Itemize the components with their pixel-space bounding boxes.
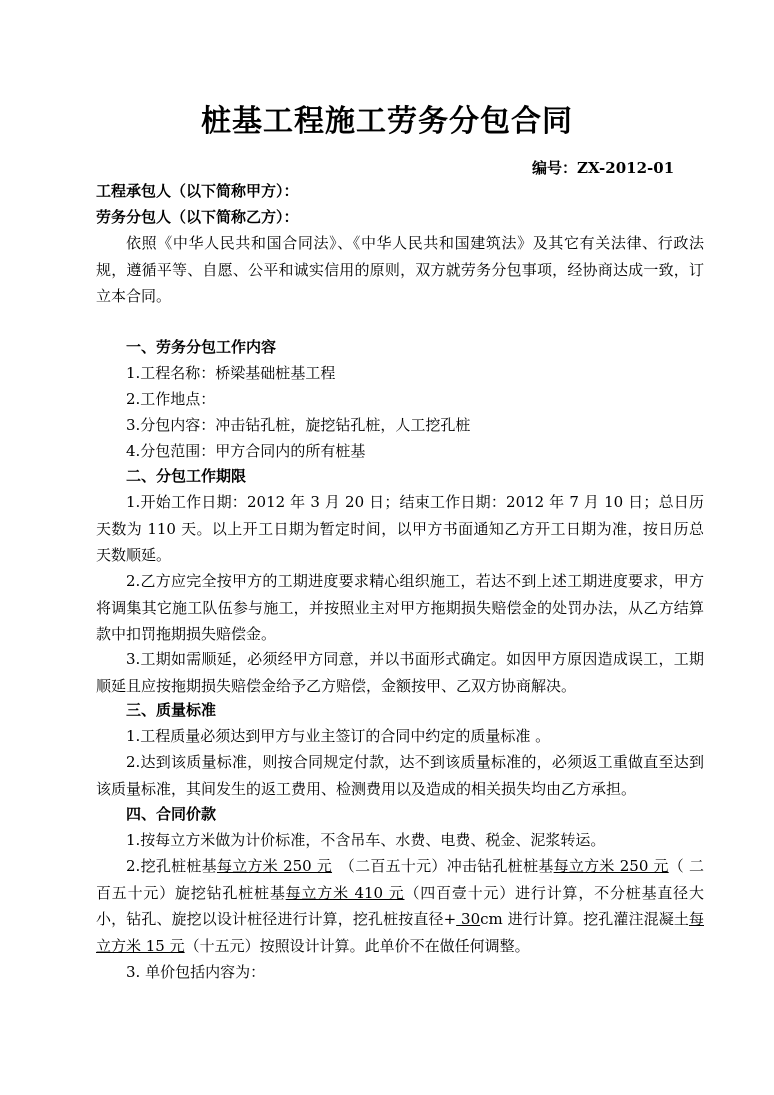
underlined-price: 每立方米 410 元 xyxy=(285,883,405,902)
party-b-label: 劳务分包人（以下简称乙方）： xyxy=(96,208,299,226)
section-4-paragraph-2 xyxy=(96,853,704,959)
section-1-heading: 一、劳务分包工作内容 xyxy=(126,338,277,356)
section-1-item: 1.工程名称：桥梁基础桩基工程 xyxy=(126,364,336,382)
text-run: （十五元）按照设计计算。此单价不在做任何调整。 xyxy=(184,936,530,955)
text-run: （二百五十元）冲击钻孔桩桩基 xyxy=(332,857,554,875)
section-2-paragraph-1: 1.开始工作日期：2012 年 3 月 20 日；结束工作日期：2012 年 7 月 10 日；总日历天数为 110 天。以上开工日期为暂定时间，以甲方书面通知乙方开工日期为准，按日历总天数顺延。 xyxy=(96,493,704,564)
section-1-item: 4.分包范围：甲方合同内的所有桩基 xyxy=(126,442,366,460)
underlined-value: 30 xyxy=(456,910,481,928)
page-title: 桩基工程施工劳务分包合同 xyxy=(201,104,573,139)
section-4-heading: 四、合同价款 xyxy=(126,805,217,823)
section-1-item: 2.工作地点： xyxy=(126,390,216,408)
party-a-label: 工程承包人（以下简称甲方）： xyxy=(96,182,299,200)
section-3-paragraph-1: 1.工程质量必须达到甲方与业主签订的合同中约定的质量标准 。 xyxy=(126,727,551,745)
section-2-heading: 二、分包工作期限 xyxy=(126,467,247,485)
text-run: （四百壹十元）进行计算，不分桩基直径大小，钻孔、旋挖以设计桩径进行计算，挖孔桩按直径+ xyxy=(96,883,704,928)
underlined-price: 每立方米 250 元 xyxy=(216,857,333,875)
underlined-price: 每立方米 250 元 xyxy=(553,857,669,875)
section-3-heading: 三、质量标准 xyxy=(126,701,217,719)
section-3-paragraph-2: 2.达到该质量标准，则按合同规定付款，达不到该质量标准的，必须返工重做直至达到该质量标准，其间发生的返工费用、检测费用以及造成的相关损失均由乙方承担。 xyxy=(96,753,704,798)
section-2-paragraph-3: 3.工期如需顺延，必须经甲方同意，并以书面形式确定。如因甲方原因造成误工，工期顺延且应按拖期损失赔偿金给予乙方赔偿，金额按甲、乙双方协商解决。 xyxy=(96,650,704,695)
section-2-paragraph-2: 2.乙方应完全按甲方的工期进度要求精心组织施工，若达不到上述工期进度要求，甲方将调集其它施工队伍参与施工，并按照业主对甲方拖期损失赔偿金的处罚办法，从乙方结算款中扣罚拖期损失赔偿金。 xyxy=(96,572,704,643)
section-4-paragraph-3: 3. 单价包括内容为： xyxy=(126,963,266,981)
section-1-item: 3.分包内容：冲击钻孔桩，旋挖钻孔桩，人工挖孔桩 xyxy=(126,416,471,434)
preamble-paragraph: 依照《中华人民共和国合同法》、《中华人民共和国建筑法》及其它有关法律、行政法规，遵循平等、自愿、公平和诚实信用的原则，双方就劳务分包事项，经协商达成一致，订立本合同。 xyxy=(96,234,704,305)
text-run: cm 进行计算。挖孔灌注混凝土 xyxy=(480,910,689,928)
section-4-paragraph-1: 1.按每立方米做为计价标准，不含吊车、水费、电费、税金、泥浆转运。 xyxy=(126,831,606,849)
document-number: 编号：ZX-2012-01 xyxy=(532,159,675,177)
text-run: （ 二百五十元）旋挖钻孔桩桩基 xyxy=(96,857,704,902)
text-run: 2.挖孔桩桩基 xyxy=(126,857,217,875)
underlined-price: 每立方米 15 元 xyxy=(96,910,704,955)
